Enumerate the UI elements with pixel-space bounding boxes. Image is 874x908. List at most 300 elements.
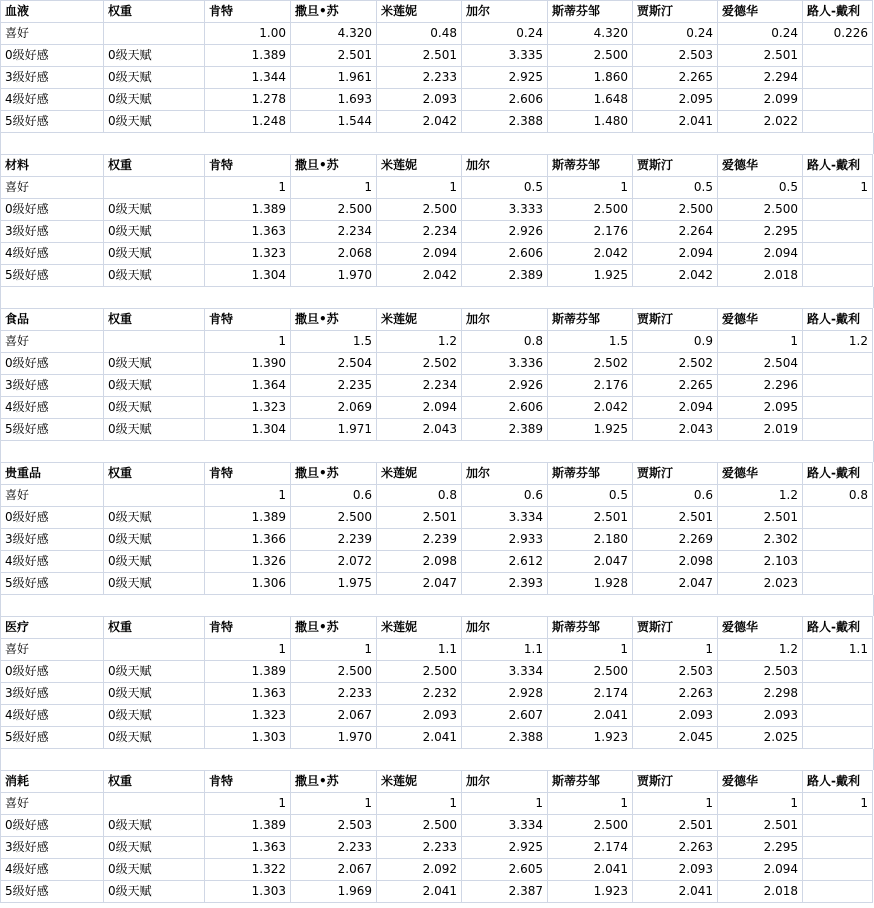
value-cell[interactable]: 2.025 (718, 727, 803, 749)
value-cell[interactable]: 2.235 (291, 375, 377, 397)
value-cell[interactable]: 1.363 (205, 837, 291, 859)
weight-cell[interactable] (104, 639, 205, 661)
value-cell[interactable]: 2.928 (462, 683, 548, 705)
value-cell[interactable]: 2.093 (377, 89, 462, 111)
value-cell[interactable]: 1.389 (205, 661, 291, 683)
weight-cell[interactable] (104, 23, 205, 45)
value-cell[interactable]: 1.390 (205, 353, 291, 375)
value-cell[interactable] (803, 353, 873, 375)
value-cell[interactable]: 2.042 (633, 265, 718, 287)
value-cell[interactable]: 0.8 (377, 485, 462, 507)
value-cell[interactable]: 1.925 (548, 419, 633, 441)
value-cell[interactable]: 2.501 (633, 815, 718, 837)
value-cell[interactable]: 2.041 (377, 881, 462, 903)
value-cell[interactable] (803, 221, 873, 243)
value-cell[interactable]: 1.304 (205, 419, 291, 441)
value-cell[interactable]: 2.018 (718, 265, 803, 287)
row-label[interactable]: 5级好感 (1, 265, 104, 287)
column-header[interactable]: 肯特 (205, 617, 291, 639)
value-cell[interactable]: 1.2 (718, 485, 803, 507)
value-cell[interactable] (803, 529, 873, 551)
value-cell[interactable]: 2.264 (633, 221, 718, 243)
column-header[interactable]: 米莲妮 (377, 1, 462, 23)
value-cell[interactable]: 0.5 (548, 485, 633, 507)
value-cell[interactable]: 2.503 (291, 815, 377, 837)
weight-cell[interactable]: 0级天赋 (104, 111, 205, 133)
value-cell[interactable]: 1.303 (205, 881, 291, 903)
blank-row[interactable] (0, 441, 874, 462)
weight-cell[interactable]: 0级天赋 (104, 199, 205, 221)
column-header[interactable]: 加尔 (462, 1, 548, 23)
row-label[interactable]: 5级好感 (1, 727, 104, 749)
value-cell[interactable]: 2.263 (633, 837, 718, 859)
column-header[interactable]: 贾斯汀 (633, 617, 718, 639)
value-cell[interactable]: 2.019 (718, 419, 803, 441)
weight-cell[interactable] (104, 793, 205, 815)
column-header[interactable]: 路人-戴利 (803, 309, 873, 331)
value-cell[interactable]: 1.544 (291, 111, 377, 133)
value-cell[interactable]: 1.1 (377, 639, 462, 661)
column-header[interactable]: 加尔 (462, 463, 548, 485)
value-cell[interactable]: 2.099 (718, 89, 803, 111)
value-cell[interactable]: 1.961 (291, 67, 377, 89)
value-cell[interactable]: 1.364 (205, 375, 291, 397)
value-cell[interactable]: 2.387 (462, 881, 548, 903)
value-cell[interactable]: 1.00 (205, 23, 291, 45)
weight-cell[interactable]: 0级天赋 (104, 89, 205, 111)
value-cell[interactable] (803, 683, 873, 705)
column-header[interactable]: 斯蒂芬邹 (548, 1, 633, 23)
value-cell[interactable]: 1 (205, 177, 291, 199)
value-cell[interactable]: 0.5 (633, 177, 718, 199)
value-cell[interactable]: 0.8 (803, 485, 873, 507)
column-header[interactable]: 撒旦•苏 (291, 1, 377, 23)
row-label[interactable]: 喜好 (1, 639, 104, 661)
weight-cell[interactable]: 0级天赋 (104, 837, 205, 859)
value-cell[interactable]: 1 (205, 793, 291, 815)
value-cell[interactable]: 2.500 (291, 507, 377, 529)
column-header[interactable]: 爱德华 (718, 155, 803, 177)
value-cell[interactable]: 1.366 (205, 529, 291, 551)
value-cell[interactable] (803, 815, 873, 837)
blank-row[interactable] (0, 749, 874, 770)
value-cell[interactable] (803, 243, 873, 265)
weight-cell[interactable]: 0级天赋 (104, 815, 205, 837)
value-cell[interactable] (803, 507, 873, 529)
value-cell[interactable] (803, 881, 873, 903)
value-cell[interactable]: 1.389 (205, 45, 291, 67)
value-cell[interactable]: 2.500 (291, 661, 377, 683)
value-cell[interactable]: 2.925 (462, 67, 548, 89)
value-cell[interactable]: 2.612 (462, 551, 548, 573)
value-cell[interactable]: 2.047 (548, 551, 633, 573)
value-cell[interactable]: 2.393 (462, 573, 548, 595)
column-header[interactable]: 贾斯汀 (633, 155, 718, 177)
value-cell[interactable]: 2.933 (462, 529, 548, 551)
value-cell[interactable]: 2.501 (291, 45, 377, 67)
value-cell[interactable]: 2.067 (291, 859, 377, 881)
value-cell[interactable]: 1.323 (205, 397, 291, 419)
weight-cell[interactable]: 0级天赋 (104, 265, 205, 287)
value-cell[interactable]: 2.607 (462, 705, 548, 727)
value-cell[interactable]: 2.233 (377, 837, 462, 859)
column-header[interactable]: 贾斯汀 (633, 463, 718, 485)
blank-row[interactable] (0, 287, 874, 308)
value-cell[interactable]: 2.047 (377, 573, 462, 595)
row-label[interactable]: 0级好感 (1, 45, 104, 67)
value-cell[interactable]: 2.298 (718, 683, 803, 705)
column-header[interactable]: 贾斯汀 (633, 1, 718, 23)
value-cell[interactable]: 2.501 (718, 815, 803, 837)
weight-cell[interactable]: 0级天赋 (104, 683, 205, 705)
value-cell[interactable]: 2.501 (377, 45, 462, 67)
row-label[interactable]: 4级好感 (1, 705, 104, 727)
value-cell[interactable]: 1.363 (205, 221, 291, 243)
row-label[interactable]: 0级好感 (1, 507, 104, 529)
value-cell[interactable]: 0.48 (377, 23, 462, 45)
column-header[interactable]: 加尔 (462, 155, 548, 177)
value-cell[interactable]: 2.500 (291, 199, 377, 221)
value-cell[interactable]: 2.234 (377, 221, 462, 243)
value-cell[interactable]: 2.042 (377, 265, 462, 287)
value-cell[interactable] (803, 111, 873, 133)
column-header[interactable]: 爱德华 (718, 771, 803, 793)
value-cell[interactable]: 2.388 (462, 727, 548, 749)
value-cell[interactable]: 2.239 (377, 529, 462, 551)
value-cell[interactable]: 1.480 (548, 111, 633, 133)
row-label[interactable]: 4级好感 (1, 551, 104, 573)
value-cell[interactable]: 2.502 (633, 353, 718, 375)
value-cell[interactable]: 2.502 (548, 353, 633, 375)
blank-row[interactable] (0, 133, 874, 154)
value-cell[interactable]: 1.389 (205, 199, 291, 221)
value-cell[interactable]: 2.925 (462, 837, 548, 859)
value-cell[interactable]: 2.068 (291, 243, 377, 265)
value-cell[interactable]: 3.334 (462, 661, 548, 683)
weight-cell[interactable]: 0级天赋 (104, 507, 205, 529)
value-cell[interactable]: 2.926 (462, 221, 548, 243)
row-label[interactable]: 0级好感 (1, 815, 104, 837)
section-title[interactable]: 贵重品 (1, 463, 104, 485)
value-cell[interactable]: 2.606 (462, 243, 548, 265)
column-header[interactable]: 爱德华 (718, 1, 803, 23)
value-cell[interactable]: 2.041 (633, 881, 718, 903)
column-header[interactable]: 爱德华 (718, 463, 803, 485)
value-cell[interactable]: 2.234 (291, 221, 377, 243)
value-cell[interactable]: 2.043 (633, 419, 718, 441)
column-header[interactable]: 权重 (104, 1, 205, 23)
value-cell[interactable]: 1.248 (205, 111, 291, 133)
value-cell[interactable]: 2.500 (633, 199, 718, 221)
value-cell[interactable]: 2.294 (718, 67, 803, 89)
value-cell[interactable]: 2.500 (548, 199, 633, 221)
row-label[interactable]: 0级好感 (1, 661, 104, 683)
section-title[interactable]: 血液 (1, 1, 104, 23)
column-header[interactable]: 路人-戴利 (803, 617, 873, 639)
value-cell[interactable]: 1.389 (205, 815, 291, 837)
value-cell[interactable]: 1.344 (205, 67, 291, 89)
row-label[interactable]: 4级好感 (1, 859, 104, 881)
value-cell[interactable]: 1.975 (291, 573, 377, 595)
column-header[interactable]: 米莲妮 (377, 463, 462, 485)
value-cell[interactable]: 2.023 (718, 573, 803, 595)
row-label[interactable]: 3级好感 (1, 67, 104, 89)
value-cell[interactable]: 2.093 (633, 859, 718, 881)
column-header[interactable]: 肯特 (205, 1, 291, 23)
value-cell[interactable]: 2.041 (633, 111, 718, 133)
value-cell[interactable]: 2.094 (633, 243, 718, 265)
value-cell[interactable]: 2.018 (718, 881, 803, 903)
column-header[interactable]: 肯特 (205, 155, 291, 177)
value-cell[interactable]: 2.072 (291, 551, 377, 573)
value-cell[interactable]: 2.098 (377, 551, 462, 573)
value-cell[interactable]: 1.923 (548, 727, 633, 749)
weight-cell[interactable]: 0级天赋 (104, 859, 205, 881)
value-cell[interactable] (803, 859, 873, 881)
value-cell[interactable]: 0.8 (462, 331, 548, 353)
value-cell[interactable]: 1.1 (803, 639, 873, 661)
value-cell[interactable]: 2.269 (633, 529, 718, 551)
column-header[interactable]: 权重 (104, 155, 205, 177)
value-cell[interactable]: 1.1 (462, 639, 548, 661)
value-cell[interactable]: 1.969 (291, 881, 377, 903)
weight-cell[interactable]: 0级天赋 (104, 661, 205, 683)
column-header[interactable]: 加尔 (462, 309, 548, 331)
value-cell[interactable]: 1 (548, 177, 633, 199)
column-header[interactable]: 权重 (104, 309, 205, 331)
value-cell[interactable] (803, 419, 873, 441)
value-cell[interactable]: 2.500 (548, 815, 633, 837)
column-header[interactable]: 撒旦•苏 (291, 617, 377, 639)
weight-cell[interactable]: 0级天赋 (104, 881, 205, 903)
value-cell[interactable]: 2.504 (291, 353, 377, 375)
section-title[interactable]: 消耗 (1, 771, 104, 793)
value-cell[interactable]: 1 (803, 793, 873, 815)
weight-cell[interactable]: 0级天赋 (104, 573, 205, 595)
value-cell[interactable]: 2.093 (633, 705, 718, 727)
value-cell[interactable]: 2.069 (291, 397, 377, 419)
value-cell[interactable]: 2.094 (377, 243, 462, 265)
value-cell[interactable]: 1.303 (205, 727, 291, 749)
column-header[interactable]: 加尔 (462, 771, 548, 793)
row-label[interactable]: 4级好感 (1, 89, 104, 111)
row-label[interactable]: 0级好感 (1, 353, 104, 375)
value-cell[interactable] (803, 551, 873, 573)
value-cell[interactable]: 2.302 (718, 529, 803, 551)
value-cell[interactable]: 2.295 (718, 837, 803, 859)
value-cell[interactable]: 2.233 (377, 67, 462, 89)
column-header[interactable]: 米莲妮 (377, 617, 462, 639)
value-cell[interactable]: 1.5 (548, 331, 633, 353)
value-cell[interactable] (803, 89, 873, 111)
value-cell[interactable]: 1 (205, 331, 291, 353)
value-cell[interactable]: 1.648 (548, 89, 633, 111)
row-label[interactable]: 3级好感 (1, 375, 104, 397)
value-cell[interactable]: 0.5 (718, 177, 803, 199)
value-cell[interactable] (803, 67, 873, 89)
value-cell[interactable]: 0.24 (633, 23, 718, 45)
value-cell[interactable]: 2.098 (633, 551, 718, 573)
value-cell[interactable]: 2.389 (462, 419, 548, 441)
column-header[interactable]: 肯特 (205, 771, 291, 793)
value-cell[interactable] (803, 45, 873, 67)
weight-cell[interactable] (104, 331, 205, 353)
section-title[interactable]: 材料 (1, 155, 104, 177)
value-cell[interactable]: 2.042 (548, 243, 633, 265)
column-header[interactable]: 路人-戴利 (803, 463, 873, 485)
weight-cell[interactable]: 0级天赋 (104, 353, 205, 375)
value-cell[interactable] (803, 397, 873, 419)
column-header[interactable]: 权重 (104, 463, 205, 485)
value-cell[interactable]: 1 (718, 331, 803, 353)
value-cell[interactable]: 1.925 (548, 265, 633, 287)
value-cell[interactable]: 1 (291, 177, 377, 199)
value-cell[interactable]: 2.500 (377, 661, 462, 683)
value-cell[interactable]: 1.970 (291, 727, 377, 749)
weight-cell[interactable]: 0级天赋 (104, 727, 205, 749)
value-cell[interactable]: 2.233 (291, 837, 377, 859)
value-cell[interactable]: 1.2 (803, 331, 873, 353)
value-cell[interactable]: 2.501 (548, 507, 633, 529)
value-cell[interactable]: 2.022 (718, 111, 803, 133)
row-label[interactable]: 喜好 (1, 177, 104, 199)
value-cell[interactable]: 2.041 (548, 859, 633, 881)
value-cell[interactable]: 2.094 (718, 243, 803, 265)
row-label[interactable]: 喜好 (1, 23, 104, 45)
column-header[interactable]: 肯特 (205, 463, 291, 485)
value-cell[interactable]: 0.226 (803, 23, 873, 45)
section-title[interactable]: 食品 (1, 309, 104, 331)
value-cell[interactable]: 2.605 (462, 859, 548, 881)
value-cell[interactable]: 1.970 (291, 265, 377, 287)
row-label[interactable]: 4级好感 (1, 397, 104, 419)
value-cell[interactable]: 1.860 (548, 67, 633, 89)
value-cell[interactable]: 3.335 (462, 45, 548, 67)
row-label[interactable]: 3级好感 (1, 529, 104, 551)
value-cell[interactable]: 2.103 (718, 551, 803, 573)
weight-cell[interactable]: 0级天赋 (104, 705, 205, 727)
value-cell[interactable] (803, 727, 873, 749)
value-cell[interactable]: 1.5 (291, 331, 377, 353)
column-header[interactable]: 撒旦•苏 (291, 155, 377, 177)
value-cell[interactable] (803, 265, 873, 287)
value-cell[interactable]: 1 (803, 177, 873, 199)
value-cell[interactable]: 1.923 (548, 881, 633, 903)
value-cell[interactable]: 1 (291, 639, 377, 661)
value-cell[interactable] (803, 837, 873, 859)
column-header[interactable]: 斯蒂芬邹 (548, 463, 633, 485)
value-cell[interactable]: 3.333 (462, 199, 548, 221)
value-cell[interactable] (803, 573, 873, 595)
value-cell[interactable]: 1 (291, 793, 377, 815)
value-cell[interactable]: 1.323 (205, 705, 291, 727)
value-cell[interactable]: 1.323 (205, 243, 291, 265)
value-cell[interactable]: 2.263 (633, 683, 718, 705)
value-cell[interactable]: 2.504 (718, 353, 803, 375)
value-cell[interactable]: 1 (377, 177, 462, 199)
column-header[interactable]: 斯蒂芬邹 (548, 771, 633, 793)
value-cell[interactable]: 2.501 (718, 507, 803, 529)
value-cell[interactable]: 2.606 (462, 89, 548, 111)
value-cell[interactable]: 3.334 (462, 507, 548, 529)
weight-cell[interactable]: 0级天赋 (104, 375, 205, 397)
column-header[interactable]: 米莲妮 (377, 155, 462, 177)
value-cell[interactable]: 2.094 (718, 859, 803, 881)
value-cell[interactable]: 4.320 (548, 23, 633, 45)
value-cell[interactable]: 2.042 (377, 111, 462, 133)
value-cell[interactable]: 1 (718, 793, 803, 815)
value-cell[interactable]: 1.278 (205, 89, 291, 111)
value-cell[interactable] (803, 661, 873, 683)
value-cell[interactable]: 1.304 (205, 265, 291, 287)
value-cell[interactable]: 1.693 (291, 89, 377, 111)
row-label[interactable]: 喜好 (1, 331, 104, 353)
value-cell[interactable] (803, 375, 873, 397)
value-cell[interactable]: 1 (205, 485, 291, 507)
value-cell[interactable]: 1 (548, 793, 633, 815)
value-cell[interactable]: 2.093 (718, 705, 803, 727)
weight-cell[interactable]: 0级天赋 (104, 45, 205, 67)
column-header[interactable]: 斯蒂芬邹 (548, 155, 633, 177)
weight-cell[interactable] (104, 485, 205, 507)
column-header[interactable]: 贾斯汀 (633, 309, 718, 331)
value-cell[interactable] (803, 705, 873, 727)
value-cell[interactable] (803, 199, 873, 221)
value-cell[interactable]: 2.045 (633, 727, 718, 749)
value-cell[interactable]: 2.265 (633, 67, 718, 89)
row-label[interactable]: 3级好感 (1, 837, 104, 859)
row-label[interactable]: 喜好 (1, 793, 104, 815)
row-label[interactable]: 0级好感 (1, 199, 104, 221)
value-cell[interactable]: 2.296 (718, 375, 803, 397)
value-cell[interactable]: 2.501 (377, 507, 462, 529)
value-cell[interactable]: 2.502 (377, 353, 462, 375)
value-cell[interactable]: 4.320 (291, 23, 377, 45)
value-cell[interactable]: 2.295 (718, 221, 803, 243)
column-header[interactable]: 权重 (104, 617, 205, 639)
value-cell[interactable]: 1.971 (291, 419, 377, 441)
value-cell[interactable]: 1.363 (205, 683, 291, 705)
column-header[interactable]: 米莲妮 (377, 309, 462, 331)
value-cell[interactable]: 3.334 (462, 815, 548, 837)
value-cell[interactable]: 2.500 (377, 199, 462, 221)
value-cell[interactable]: 0.6 (291, 485, 377, 507)
weight-cell[interactable]: 0级天赋 (104, 243, 205, 265)
value-cell[interactable]: 2.094 (633, 397, 718, 419)
row-label[interactable]: 5级好感 (1, 419, 104, 441)
value-cell[interactable]: 1 (548, 639, 633, 661)
value-cell[interactable]: 0.9 (633, 331, 718, 353)
value-cell[interactable]: 2.234 (377, 375, 462, 397)
column-header[interactable]: 斯蒂芬邹 (548, 309, 633, 331)
column-header[interactable]: 肯特 (205, 309, 291, 331)
column-header[interactable]: 撒旦•苏 (291, 309, 377, 331)
value-cell[interactable]: 2.500 (718, 199, 803, 221)
value-cell[interactable]: 1.326 (205, 551, 291, 573)
weight-cell[interactable]: 0级天赋 (104, 419, 205, 441)
value-cell[interactable]: 2.094 (377, 397, 462, 419)
row-label[interactable]: 3级好感 (1, 221, 104, 243)
value-cell[interactable]: 2.500 (548, 661, 633, 683)
value-cell[interactable]: 2.093 (377, 705, 462, 727)
value-cell[interactable]: 2.180 (548, 529, 633, 551)
value-cell[interactable]: 2.041 (548, 705, 633, 727)
column-header[interactable]: 米莲妮 (377, 771, 462, 793)
value-cell[interactable]: 2.926 (462, 375, 548, 397)
value-cell[interactable]: 0.24 (462, 23, 548, 45)
value-cell[interactable]: 2.503 (718, 661, 803, 683)
row-label[interactable]: 3级好感 (1, 683, 104, 705)
